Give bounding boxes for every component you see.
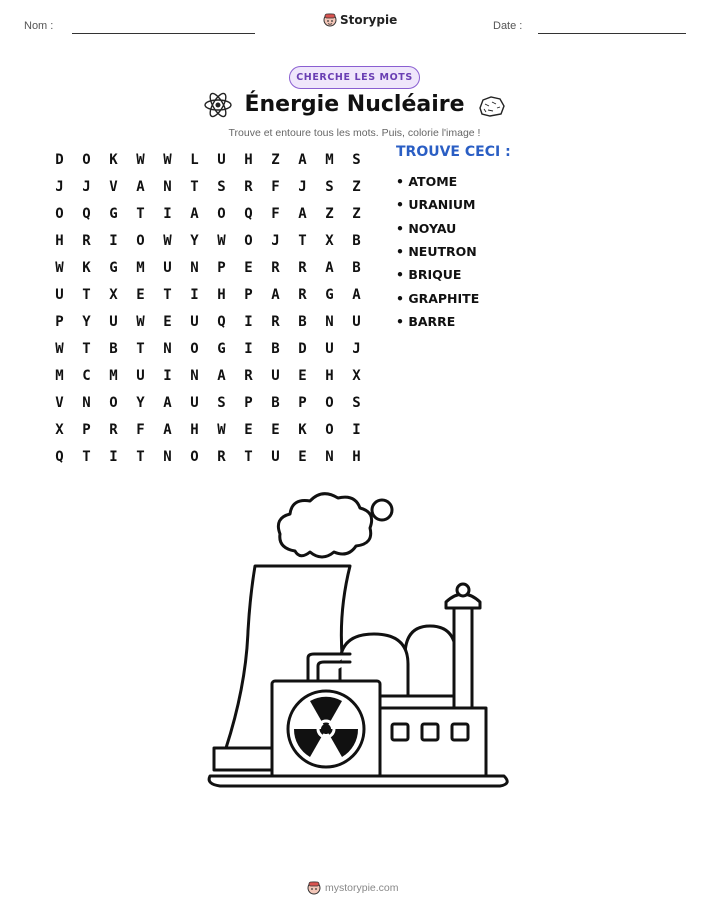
footer bbox=[307, 880, 399, 896]
grid-letter[interactable]: H bbox=[190, 421, 199, 438]
grid-letter[interactable]: F bbox=[271, 178, 280, 195]
grid-letter[interactable]: U bbox=[109, 313, 118, 330]
date-label: Date : bbox=[493, 20, 523, 32]
grid-letter[interactable]: W bbox=[163, 151, 172, 168]
grid-letter[interactable]: R bbox=[109, 421, 118, 438]
grid-letter[interactable]: P bbox=[244, 394, 253, 411]
grid-letter[interactable]: S bbox=[352, 394, 361, 411]
grid-letter[interactable]: H bbox=[352, 448, 361, 465]
grid-letter[interactable]: R bbox=[244, 367, 253, 384]
grid-letter[interactable]: U bbox=[163, 259, 172, 276]
grid-letter[interactable]: Y bbox=[190, 232, 199, 249]
grid-letter[interactable]: S bbox=[217, 394, 226, 411]
grid-letter[interactable]: B bbox=[298, 313, 307, 330]
word-item: • NOYAU bbox=[396, 220, 457, 236]
grid-letter[interactable]: H bbox=[244, 151, 253, 168]
grid-letter[interactable]: S bbox=[352, 151, 361, 168]
grid-row bbox=[46, 200, 370, 227]
grid-row bbox=[46, 227, 370, 254]
grid-letter[interactable]: H bbox=[55, 232, 64, 249]
grid-letter[interactable]: T bbox=[82, 340, 91, 357]
grid-letter[interactable]: U bbox=[190, 394, 199, 411]
grid-letter[interactable]: U bbox=[352, 313, 361, 330]
grid-row bbox=[46, 416, 370, 443]
grid-letter[interactable]: O bbox=[244, 232, 253, 249]
grid-letter[interactable]: J bbox=[271, 232, 280, 249]
grid-letter[interactable]: I bbox=[244, 340, 253, 357]
grid-letter[interactable]: W bbox=[163, 232, 172, 249]
date-line[interactable] bbox=[538, 33, 686, 34]
grid-letter[interactable]: M bbox=[325, 151, 334, 168]
grid-letter[interactable]: I bbox=[352, 421, 361, 438]
name-line[interactable] bbox=[72, 33, 255, 34]
word-item: • NEUTRON bbox=[396, 244, 477, 260]
grid-letter[interactable]: P bbox=[298, 394, 307, 411]
grid-letter[interactable]: N bbox=[163, 448, 172, 465]
grid-letter[interactable]: J bbox=[82, 178, 91, 195]
brand-name: Storypie bbox=[340, 13, 398, 27]
grid-letter[interactable]: R bbox=[217, 448, 226, 465]
grid-letter[interactable]: C bbox=[82, 367, 91, 384]
grid-letter[interactable]: H bbox=[217, 286, 226, 303]
word-list bbox=[396, 170, 479, 333]
grid-letter[interactable]: G bbox=[325, 286, 334, 303]
grid-letter[interactable]: T bbox=[136, 448, 145, 465]
grid-letter[interactable]: P bbox=[55, 313, 64, 330]
grid-letter[interactable]: Z bbox=[352, 205, 361, 222]
grid-letter[interactable]: I bbox=[244, 313, 253, 330]
grid-letter[interactable]: T bbox=[190, 178, 199, 195]
grid-letter[interactable]: A bbox=[217, 367, 226, 384]
grid-letter[interactable]: A bbox=[298, 151, 307, 168]
grid-letter[interactable]: P bbox=[82, 421, 91, 438]
grid-letter[interactable]: R bbox=[271, 313, 280, 330]
grid-row bbox=[46, 362, 370, 389]
grid-letter[interactable]: B bbox=[109, 340, 118, 357]
grid-letter[interactable]: I bbox=[163, 367, 172, 384]
grid-letter[interactable]: O bbox=[55, 205, 64, 222]
grid-letter[interactable]: E bbox=[298, 448, 307, 465]
grid-letter[interactable]: Z bbox=[352, 178, 361, 195]
grid-letter[interactable]: J bbox=[298, 178, 307, 195]
grid-letter[interactable]: B bbox=[352, 259, 361, 276]
grid-letter[interactable]: W bbox=[136, 151, 145, 168]
grid-letter[interactable]: T bbox=[136, 340, 145, 357]
word-item: • BRIQUE bbox=[396, 267, 462, 283]
grid-letter[interactable]: M bbox=[109, 367, 118, 384]
grid-letter[interactable]: V bbox=[109, 178, 118, 195]
grid-letter[interactable]: G bbox=[109, 259, 118, 276]
grid-letter[interactable]: Z bbox=[325, 205, 334, 222]
grid-letter[interactable]: S bbox=[325, 178, 334, 195]
grid-letter[interactable]: N bbox=[82, 394, 91, 411]
word-item: • BARRE bbox=[396, 313, 456, 329]
grid-letter[interactable]: I bbox=[190, 286, 199, 303]
grid-letter[interactable]: N bbox=[190, 259, 199, 276]
storypie-logo-icon bbox=[323, 12, 337, 28]
grid-letter[interactable]: B bbox=[352, 232, 361, 249]
grid-letter[interactable]: W bbox=[55, 259, 64, 276]
grid-letter[interactable]: A bbox=[163, 394, 172, 411]
grid-letter[interactable]: Z bbox=[271, 151, 280, 168]
grid-letter[interactable]: T bbox=[244, 448, 253, 465]
grid-letter[interactable]: E bbox=[136, 286, 145, 303]
grid-letter[interactable]: X bbox=[352, 367, 361, 384]
grid-letter[interactable]: O bbox=[190, 448, 199, 465]
grid-letter[interactable]: P bbox=[217, 259, 226, 276]
grid-letter[interactable]: Q bbox=[55, 448, 64, 465]
grid-letter[interactable]: A bbox=[271, 286, 280, 303]
grid-letter[interactable]: R bbox=[298, 259, 307, 276]
grid-row bbox=[46, 281, 370, 308]
grid-letter[interactable]: T bbox=[136, 205, 145, 222]
grid-letter[interactable]: A bbox=[298, 205, 307, 222]
grid-letter[interactable]: F bbox=[271, 205, 280, 222]
grid-letter[interactable]: D bbox=[55, 151, 64, 168]
grid-letter[interactable]: O bbox=[136, 232, 145, 249]
grid-letter[interactable]: G bbox=[217, 340, 226, 357]
grid-letter[interactable]: U bbox=[217, 151, 226, 168]
grid-letter[interactable]: A bbox=[190, 205, 199, 222]
grid-letter[interactable]: E bbox=[244, 421, 253, 438]
grid-letter[interactable]: T bbox=[82, 286, 91, 303]
grid-letter[interactable]: W bbox=[217, 232, 226, 249]
grid-letter[interactable]: N bbox=[163, 340, 172, 357]
grid-letter[interactable]: A bbox=[352, 286, 361, 303]
grid-letter[interactable]: X bbox=[55, 421, 64, 438]
name-label: Nom : bbox=[24, 20, 54, 32]
word-search-grid bbox=[46, 146, 370, 470]
grid-letter[interactable]: L bbox=[190, 151, 199, 168]
grid-letter[interactable]: Q bbox=[217, 313, 226, 330]
word-list-title: TROUVE CECI : bbox=[396, 144, 511, 160]
grid-row bbox=[46, 173, 370, 200]
page-title: Énergie Nucléaire bbox=[244, 92, 465, 117]
grid-letter[interactable]: E bbox=[298, 367, 307, 384]
grid-letter[interactable]: K bbox=[82, 259, 91, 276]
grid-letter[interactable]: W bbox=[136, 313, 145, 330]
grid-letter[interactable]: G bbox=[109, 205, 118, 222]
brand-logo bbox=[323, 12, 397, 28]
grid-letter[interactable]: R bbox=[271, 259, 280, 276]
grid-letter[interactable]: M bbox=[136, 259, 145, 276]
grid-letter[interactable]: S bbox=[217, 178, 226, 195]
grid-letter[interactable]: B bbox=[271, 340, 280, 357]
grid-letter[interactable]: D bbox=[298, 340, 307, 357]
grid-letter[interactable]: R bbox=[82, 232, 91, 249]
worksheet-type-badge: CHERCHE LES MOTS bbox=[289, 66, 420, 89]
grid-letter[interactable]: A bbox=[136, 178, 145, 195]
grid-letter[interactable]: T bbox=[163, 286, 172, 303]
grid-letter[interactable]: I bbox=[163, 205, 172, 222]
grid-letter[interactable]: I bbox=[109, 448, 118, 465]
grid-row bbox=[46, 389, 370, 416]
grid-letter[interactable]: M bbox=[55, 367, 64, 384]
grid-letter[interactable]: V bbox=[55, 394, 64, 411]
grid-letter[interactable]: U bbox=[136, 367, 145, 384]
grid-letter[interactable]: O bbox=[82, 151, 91, 168]
grid-letter[interactable]: A bbox=[163, 421, 172, 438]
grid-letter[interactable]: R bbox=[244, 178, 253, 195]
grid-letter[interactable]: Q bbox=[82, 205, 91, 222]
word-item: • URANIUM bbox=[396, 197, 476, 213]
grid-letter[interactable]: B bbox=[271, 394, 280, 411]
grid-letter[interactable]: O bbox=[217, 205, 226, 222]
grid-letter[interactable]: U bbox=[271, 448, 280, 465]
grid-letter[interactable]: N bbox=[190, 367, 199, 384]
grid-row bbox=[46, 146, 370, 173]
grid-letter[interactable]: W bbox=[55, 340, 64, 357]
grid-letter[interactable]: U bbox=[55, 286, 64, 303]
grid-letter[interactable]: H bbox=[325, 367, 334, 384]
grid-row bbox=[46, 308, 370, 335]
grid-letter[interactable]: O bbox=[325, 421, 334, 438]
grid-letter[interactable]: J bbox=[55, 178, 64, 195]
grid-letter[interactable]: W bbox=[217, 421, 226, 438]
grid-letter[interactable]: E bbox=[244, 259, 253, 276]
grid-letter[interactable]: E bbox=[271, 421, 280, 438]
grid-letter[interactable]: X bbox=[109, 286, 118, 303]
grid-letter[interactable]: J bbox=[352, 340, 361, 357]
grid-letter[interactable]: T bbox=[298, 232, 307, 249]
grid-letter[interactable]: U bbox=[190, 313, 199, 330]
grid-letter[interactable]: N bbox=[325, 448, 334, 465]
grid-letter[interactable]: I bbox=[109, 232, 118, 249]
grid-letter[interactable]: U bbox=[271, 367, 280, 384]
storypie-logo-icon bbox=[307, 880, 321, 896]
word-item: • ATOME bbox=[396, 174, 458, 190]
grid-letter[interactable]: Y bbox=[136, 394, 145, 411]
instructions: Trouve et entoure tous les mots. Puis, colorie l'image ! bbox=[228, 127, 481, 139]
grid-letter[interactable]: U bbox=[325, 340, 334, 357]
grid-letter[interactable]: A bbox=[325, 259, 334, 276]
grid-letter[interactable]: Q bbox=[244, 205, 253, 222]
grid-letter[interactable]: R bbox=[298, 286, 307, 303]
grid-letter[interactable]: O bbox=[109, 394, 118, 411]
grid-letter[interactable]: N bbox=[163, 178, 172, 195]
grid-letter[interactable]: F bbox=[136, 421, 145, 438]
grid-letter[interactable]: E bbox=[163, 313, 172, 330]
nuclear-plant-illustration bbox=[200, 486, 510, 796]
grid-row bbox=[46, 254, 370, 281]
grid-letter[interactable]: X bbox=[325, 232, 334, 249]
grid-letter[interactable]: N bbox=[325, 313, 334, 330]
grid-letter[interactable]: K bbox=[298, 421, 307, 438]
grid-letter[interactable]: P bbox=[244, 286, 253, 303]
grid-letter[interactable]: O bbox=[325, 394, 334, 411]
rock-icon bbox=[476, 94, 506, 118]
grid-row bbox=[46, 443, 370, 470]
grid-letter[interactable]: T bbox=[82, 448, 91, 465]
grid-letter[interactable]: Y bbox=[82, 313, 91, 330]
grid-row bbox=[46, 335, 370, 362]
footer-url[interactable]: mystorypie.com bbox=[325, 882, 399, 894]
word-item: • GRAPHITE bbox=[396, 290, 480, 306]
grid-letter[interactable]: O bbox=[190, 340, 199, 357]
grid-letter[interactable]: K bbox=[109, 151, 118, 168]
